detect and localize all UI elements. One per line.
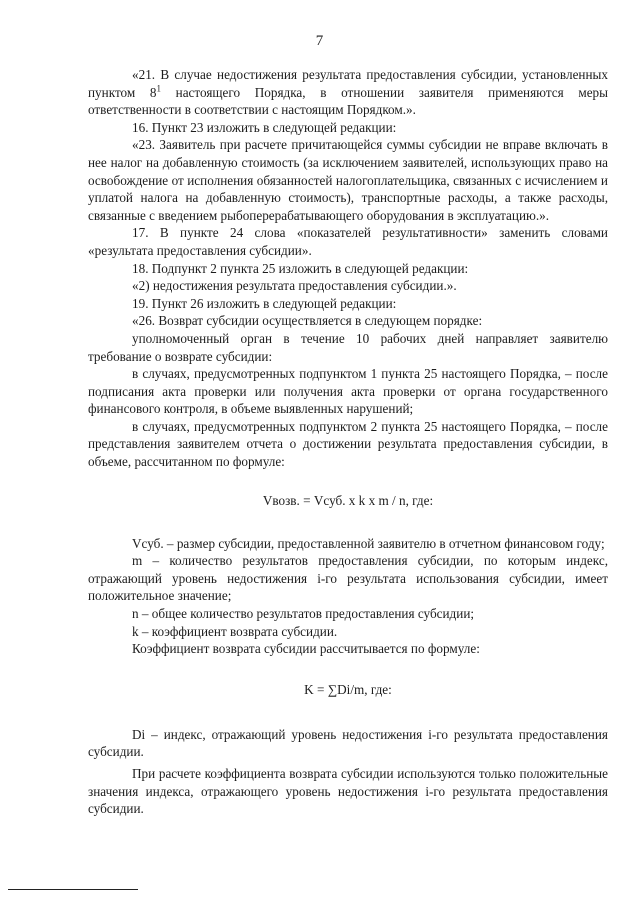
paragraph-item-18: 18. Подпункт 2 пункта 25 изложить в следующей редакции:: [132, 260, 469, 276]
paragraph-case-2: в случаях, предусмотренных подпунктом 2 пункта 25 настоящего Порядка, – после представления заявителем отчета о достижении результата предоставления субсидии, в объеме, рассчитанном по формуле:: [88, 418, 608, 470]
paragraph-positive-values: При расчете коэффициента возврата субсидии используются только положительные значения индекса, отражающего уровень недостижения i-го результата предоставления субсидии.: [88, 766, 608, 817]
definition-n: n – общее количество результатов предоставления субсидии;: [132, 606, 475, 622]
paragraph-21: [88, 66, 608, 119]
paragraph-case-1: в случаях, предусмотренных подпунктом 1 пункта 25 настоящего Порядка, – после подписания акта проверки или получения акта проверки от органа государственного финансового контроля, в объеме выявленных нарушений;: [88, 366, 608, 417]
paragraph-text: «21. В случае недостижения результата предоставления субсидии, установленных пунктом 8: [88, 67, 608, 100]
footnote-superscript: 1: [156, 83, 161, 94]
paragraph-23: «23. Заявитель при расчете причитающейся суммы субсидии не вправе включать в нее налог на добавленную стоимость (за исключением заявителей, использующих право на освобождение от исполнения обязанностей налогоплательщика, связанных с исчислением и уплатой налога на добавленную стоимость), транспортные расходы, а также расходы, связанные с введением рыбоперерабатывающего оборудования в эксплуатацию.».: [88, 137, 608, 223]
formula-coefficient: K = ∑Di/m, где:: [304, 681, 392, 697]
footnote-divider: [8, 889, 138, 890]
definition-di: Di – индекс, отражающий уровень недостижения i-го результата предоставления субсидии.: [88, 726, 608, 760]
paragraph-text: настоящего Порядка, в отношении заявителя применяются меры ответственности в соответствии с настоящим Порядком.».: [88, 84, 608, 118]
document-body: [88, 66, 608, 818]
definition-k: k – коэффициент возврата субсидии.: [132, 623, 338, 639]
formula-refund: Vвозв. = Vсуб. x k x m / n, где:: [262, 492, 434, 508]
definition-m: m – количество результатов предоставления субсидии, по которым индекс, отражающий уровень недостижения i-го результата использования субсидии, имеет положительное значение;: [88, 553, 608, 604]
paragraph-26: «26. Возврат субсидии осуществляется в следующем порядке:: [132, 313, 483, 329]
paragraph-item-17: 17. В пункте 24 слова «показателей результативности» заменить словами «результата предоставления субсидии».: [88, 225, 608, 258]
paragraph-authority-requirement: уполномоченный орган в течение 10 рабочих дней направляет заявителю требование о возврате субсидии:: [88, 330, 608, 364]
definition-vsub: Vсуб. – размер субсидии, предоставленной заявителю в отчетном финансовом году;: [132, 535, 605, 551]
paragraph-item-16: 16. Пункт 23 изложить в следующей редакции:: [132, 119, 397, 135]
page-number: 7: [315, 33, 324, 49]
paragraph-coefficient-intro: Коэффициент возврата субсидии рассчитывается по формуле:: [132, 641, 480, 657]
paragraph-item-19: 19. Пункт 26 изложить в следующей редакции:: [132, 295, 397, 311]
paragraph-subitem-2: «2) недостижения результата предоставления субсидии.».: [132, 278, 457, 294]
